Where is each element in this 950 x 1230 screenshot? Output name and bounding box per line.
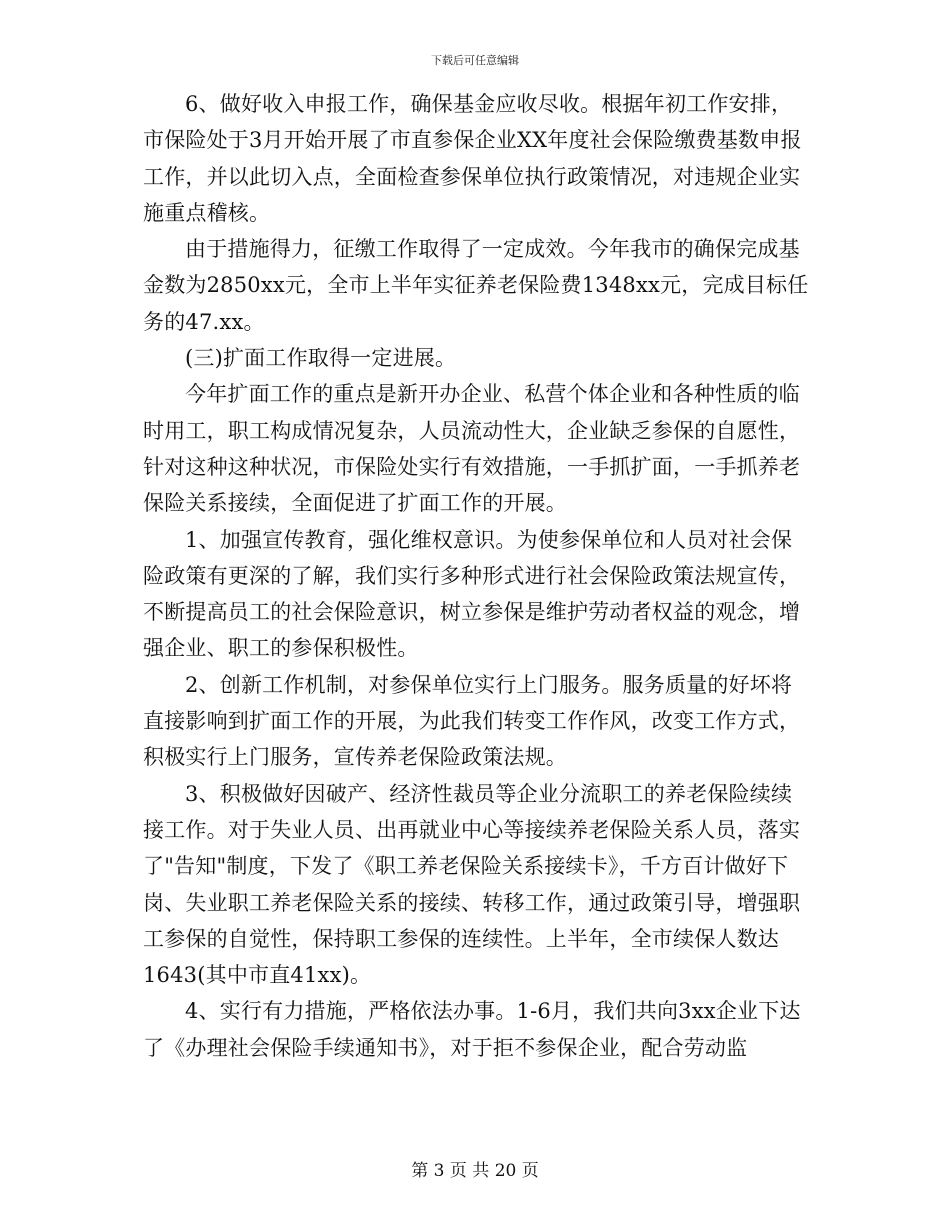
section-heading: (三)扩面工作取得一定进展。 bbox=[185, 346, 457, 371]
paragraph: 6、做好收入申报工作，确保基金应收尽收。根据年初工作安排，市保险处于3月开始开展了市直参保企业XX年度社会保险缴费基数申报工作，并以此切入点，全面检查参保单位执行政策情况，对违规企业实施重点稽核。 bbox=[143, 92, 802, 225]
paragraph: 由于措施得力，征缴工作取得了一定成效。今年我市的确保完成基金数为2850xx元，全市上半年实征养老保险费1348xx元，完成目标任务的47.xx。 bbox=[143, 237, 809, 334]
document-body bbox=[143, 86, 813, 1066]
paragraph: 1、加强宣传教育，强化维权意识。为使参保单位和人员对社会保险政策有更深的了解，我们实行多种形式进行社会保险政策法规宣传，不断提高员工的社会保险意识，树立参保是维护劳动者权益的观念，增强企业、职工的参保积极性。 bbox=[143, 527, 801, 661]
paragraph: 3、积极做好因破产、经济性裁员等企业分流职工的养老保险续续接工作。对于失业人员、出再就业中心等接续养老保险关系人员，落实了"告知"制度，下发了《职工养老保险关系接续卡》，千方百计做好下岗、失业职工养老保险关系的接续、转移工作，通过政策引导，增强职工参保的自觉性，保持职工参保的连续性。上半年，全市续保人数达1643(其中市直41xx)。 bbox=[143, 781, 801, 988]
paragraph: 2、创新工作机制，对参保单位实行上门服务。服务质量的好坏将直接影响到扩面工作的开展，为此我们转变工作作风，改变工作方式，积极实行上门服务，宣传养老保险政策法规。 bbox=[143, 672, 801, 770]
paragraph: 今年扩面工作的重点是新开办企业、私营个体企业和各种性质的临时用工，职工构成情况复杂，人员流动性大，企业缺乏参保的自愿性，针对这种这种状况，市保险处实行有效措施，一手抓扩面，一手抓养老保险关系接续，全面促进了扩面工作的开展。 bbox=[143, 382, 801, 516]
page-number-footer: 第 3 页 共 20 页 bbox=[411, 1161, 539, 1181]
paragraph: 4、实行有力措施，严格依法办事。1-6月，我们共向3xx企业下达了《办理社会保险手续通知书》，对于拒不参保企业，配合劳动监 bbox=[143, 999, 801, 1060]
page-header-note: 下载后可任意编辑 bbox=[431, 54, 519, 67]
